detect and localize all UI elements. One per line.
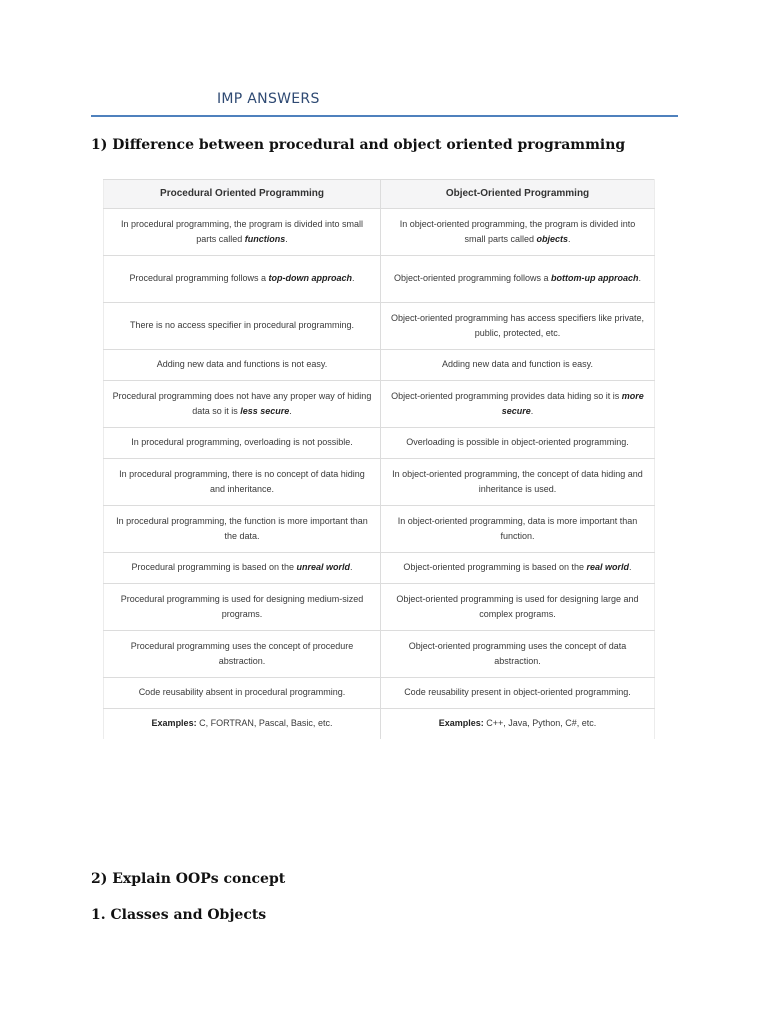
cell-procedural: Procedural programming uses the concept of procedure abstraction. xyxy=(104,631,381,678)
cell-object-oriented: Object-oriented programming provides data hiding so it is more secure. xyxy=(381,381,655,428)
document-title: IMP ANSWERS xyxy=(217,91,320,107)
cell-procedural: In procedural programming, the function is more important than the data. xyxy=(104,506,381,553)
table-row xyxy=(104,428,655,459)
cell-object-oriented: Object-oriented programming follows a bottom-up approach. xyxy=(381,256,655,303)
cell-object-oriented-examples: Examples: C++, Java, Python, C#, etc. xyxy=(381,709,655,740)
cell-procedural: Procedural programming is used for designing medium-sized programs. xyxy=(104,584,381,631)
table-row xyxy=(104,256,655,303)
table-row xyxy=(104,209,655,256)
cell-object-oriented: Object-oriented programming uses the concept of data abstraction. xyxy=(381,631,655,678)
title-underline xyxy=(91,115,678,117)
cell-object-oriented: Object-oriented programming is based on the real world. xyxy=(381,553,655,584)
table-row xyxy=(104,459,655,506)
table-row xyxy=(104,350,655,381)
cell-object-oriented: Adding new data and function is easy. xyxy=(381,350,655,381)
cell-object-oriented: In object-oriented programming, the program is divided into small parts called objects. xyxy=(381,209,655,256)
cell-object-oriented: In object-oriented programming, data is more important than function. xyxy=(381,506,655,553)
question-2-heading: 2) Explain OOPs concept xyxy=(91,871,286,887)
table-row xyxy=(104,631,655,678)
table-body xyxy=(104,209,655,740)
cell-object-oriented: Object-oriented programming has access specifiers like private, public, protected, etc. xyxy=(381,303,655,350)
cell-object-oriented: Object-oriented programming is used for designing large and complex programs. xyxy=(381,584,655,631)
header-object-oriented: Object-Oriented Programming xyxy=(381,180,655,209)
cell-object-oriented: In object-oriented programming, the concept of data hiding and inheritance is used. xyxy=(381,459,655,506)
cell-procedural: Procedural programming follows a top-down approach. xyxy=(104,256,381,303)
cell-procedural-examples: Examples: C, FORTRAN, Pascal, Basic, etc. xyxy=(104,709,381,740)
table-row xyxy=(104,678,655,709)
table-row xyxy=(104,506,655,553)
table-row xyxy=(104,303,655,350)
cell-procedural: In procedural programming, overloading is not possible. xyxy=(104,428,381,459)
cell-object-oriented: Code reusability present in object-oriented programming. xyxy=(381,678,655,709)
cell-procedural: In procedural programming, there is no concept of data hiding and inheritance. xyxy=(104,459,381,506)
cell-object-oriented: Overloading is possible in object-oriented programming. xyxy=(381,428,655,459)
cell-procedural: Procedural programming does not have any proper way of hiding data so it is less secure. xyxy=(104,381,381,428)
cell-procedural: There is no access specifier in procedural programming. xyxy=(104,303,381,350)
question-1-heading: 1) Difference between procedural and object oriented programming xyxy=(91,137,626,153)
cell-procedural: In procedural programming, the program is divided into small parts called functions. xyxy=(104,209,381,256)
table-row xyxy=(104,584,655,631)
table-header-row xyxy=(104,180,655,209)
cell-procedural: Adding new data and functions is not easy. xyxy=(104,350,381,381)
table-row xyxy=(104,553,655,584)
cell-procedural: Procedural programming is based on the unreal world. xyxy=(104,553,381,584)
table-row xyxy=(104,381,655,428)
comparison-table xyxy=(103,179,655,739)
subheading-classes-objects: 1. Classes and Objects xyxy=(91,907,267,923)
table-row-examples xyxy=(104,709,655,740)
cell-procedural: Code reusability absent in procedural programming. xyxy=(104,678,381,709)
header-procedural: Procedural Oriented Programming xyxy=(104,180,381,209)
